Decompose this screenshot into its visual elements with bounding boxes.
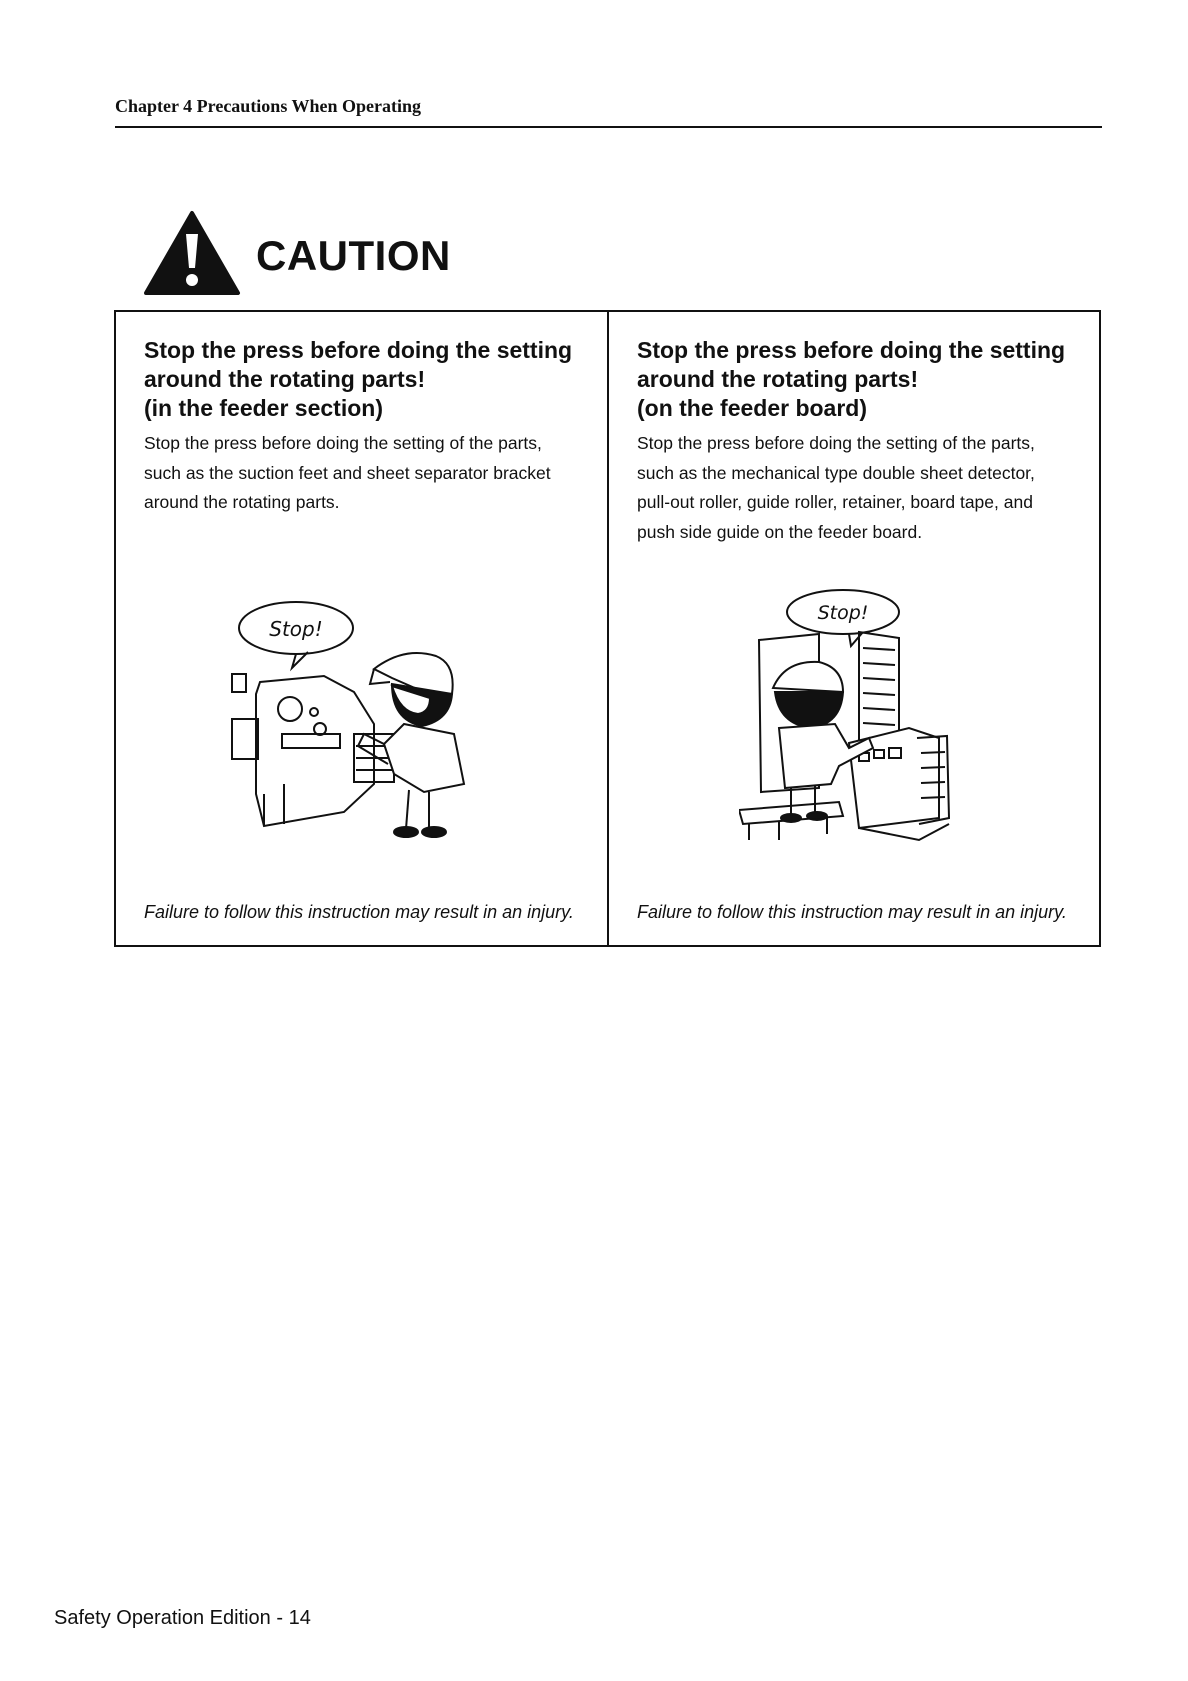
page-footer: Safety Operation Edition - 14	[54, 1607, 311, 1629]
speech-text: Stop!	[817, 602, 869, 624]
panel-footer-warning: Failure to follow this instruction may result in an injury.	[144, 902, 574, 922]
caution-panels	[114, 310, 1101, 947]
body-line: pull-out roller, guide roller, retainer, board tape, and	[637, 492, 1033, 512]
worker-at-feeder-illustration	[224, 594, 504, 844]
heading-line: Stop the press before doing the setting	[144, 337, 573, 363]
panel-body	[637, 429, 1087, 547]
body-line: around the rotating parts.	[144, 492, 340, 512]
worker-at-feeder-board-illustration	[739, 588, 989, 858]
speech-text: Stop!	[269, 617, 323, 641]
heading-line: (on the feeder board)	[637, 395, 868, 421]
panel-feeder-section	[116, 312, 607, 945]
heading-line: around the rotating parts!	[637, 366, 919, 392]
header-rule	[115, 126, 1102, 128]
body-line: Stop the press before doing the setting of the parts,	[637, 433, 1035, 453]
panel-heading	[637, 336, 1087, 423]
body-line: such as the mechanical type double sheet detector,	[637, 462, 1035, 483]
caution-title: CAUTION	[256, 232, 451, 279]
panel-footer-warning: Failure to follow this instruction may result in an injury.	[637, 902, 1067, 922]
panel-feeder-board	[609, 312, 1101, 945]
panel-heading	[144, 336, 594, 423]
body-line: push side guide on the feeder board.	[637, 521, 923, 542]
panel-body	[144, 429, 594, 518]
body-line: Stop the press before doing the setting of the parts,	[144, 433, 542, 453]
body-line: such as the suction feet and sheet separator bracket	[144, 462, 551, 483]
heading-line: around the rotating parts!	[144, 366, 426, 392]
heading-line: Stop the press before doing the setting	[637, 337, 1066, 363]
heading-line: (in the feeder section)	[144, 395, 383, 421]
chapter-header: Chapter 4 Precautions When Operating	[115, 96, 422, 116]
warning-triangle-icon	[143, 210, 241, 296]
